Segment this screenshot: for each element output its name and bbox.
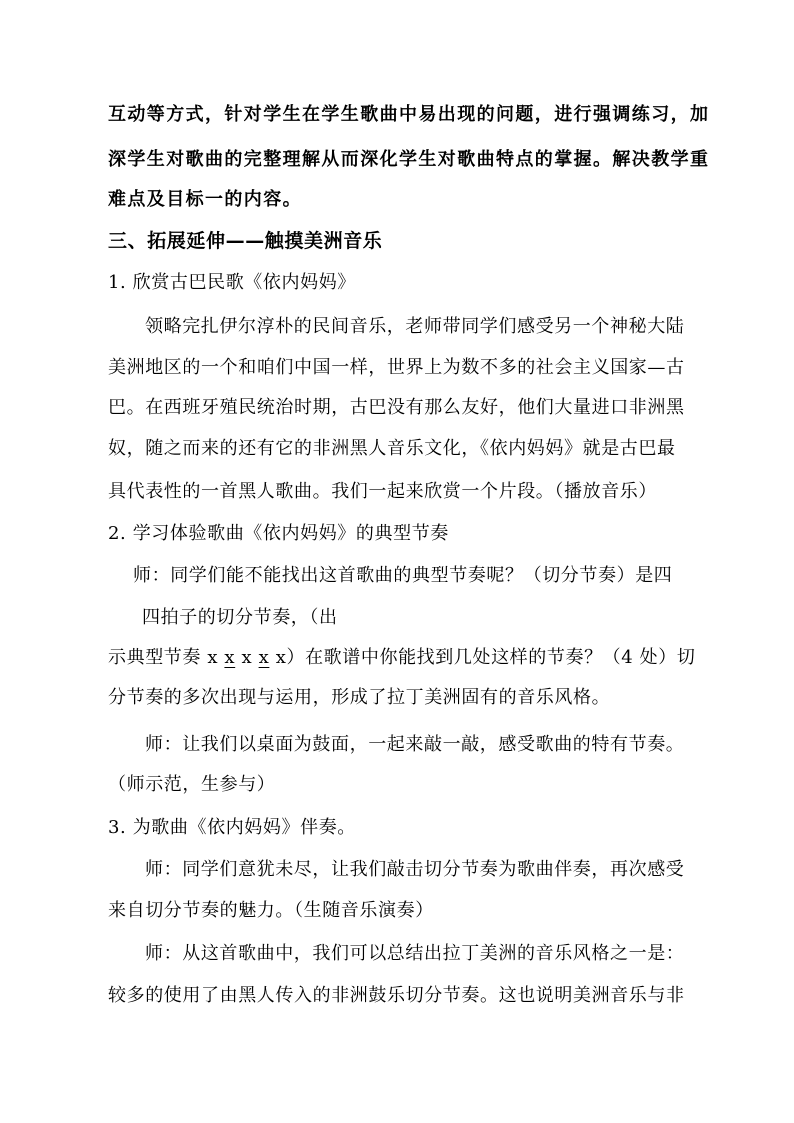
rhythm-note-5: x — [275, 647, 287, 668]
rhythm-outro: ）在歌谱中你能找到几处这样的节奏？（4 处）切 — [286, 647, 696, 668]
subheading-3: 3. 为歌曲《依内妈妈》伴奏。 — [108, 817, 356, 838]
paragraph-line-17: 师：从这首歌曲中，我们可以总结出拉丁美洲的音乐风格之一是： — [145, 943, 685, 964]
rhythm-intro: 示典型节奏 — [108, 647, 201, 668]
paragraph-line-16: 来自切分节奏的魅力。（生随音乐演奏） — [108, 900, 434, 921]
subheading-2: 2. 学习体验歌曲《依内妈妈》的典型节奏 — [108, 523, 449, 544]
paragraph-line-5: 美洲地区的一个和咱们中国一样，世界上为数不多的社会主义国家—古 — [108, 357, 685, 378]
paragraph-line-1: 互动等方式，针对学生在学生歌曲中易出现的问题，进行强调练习，加 — [108, 104, 710, 125]
subheading-1: 1. 欣赏古巴民歌《依内妈妈》 — [108, 272, 356, 293]
paragraph-line-7: 奴，随之而来的还有它的非洲黑人音乐文化，《依内妈妈》就是古巴最 — [108, 438, 676, 459]
paragraph-line-4: 领略完扎伊尔淳朴的民间音乐，老师带同学们感受另一个神秘大陆 — [145, 316, 685, 337]
rhythm-note-1: x — [207, 647, 219, 668]
paragraph-line-15: 师：同学们意犹未尽，让我们敲击切分节奏为歌曲伴奏，再次感受 — [145, 859, 685, 880]
paragraph-line-9: 师：同学们能不能找出这首歌曲的典型节奏呢？（切分节奏）是四 — [133, 565, 673, 586]
rhythm-note-3: x — [241, 647, 253, 668]
paragraph-line-13: 师：让我们以桌面为鼓面，一起来敲一敲，感受歌曲的特有节奏。 — [145, 734, 685, 755]
paragraph-line-2: 深学生对歌曲的完整理解从而深化学生对歌曲特点的掌握。解决教学重 — [108, 149, 710, 170]
paragraph-line-3: 难点及目标一的内容。 — [108, 189, 302, 210]
paragraph-line-8: 具代表性的一首黑人歌曲。我们一起来欣赏一个片段。（播放音乐） — [108, 481, 657, 502]
paragraph-line-11 — [108, 646, 695, 670]
paragraph-line-12: 分节奏的多次出现与运用，形成了拉丁美洲固有的音乐风格。 — [108, 687, 611, 708]
rhythm-note-4: x — [258, 647, 270, 668]
paragraph-line-18: 较多的使用了由黑人传入的非洲鼓乐切分节奏。这也说明美洲音乐与非 — [108, 985, 685, 1006]
section-heading: 三、拓展延伸——触摸美洲音乐 — [108, 230, 383, 252]
paragraph-line-6: 巴。在西班牙殖民统治时期，古巴没有那么友好，他们大量进口非洲黑 — [108, 397, 685, 418]
paragraph-line-10: 四拍子的切分节奏，（出 — [142, 607, 338, 628]
paragraph-line-14: （师示范，生参与） — [108, 774, 276, 795]
rhythm-note-2: x — [224, 647, 236, 668]
